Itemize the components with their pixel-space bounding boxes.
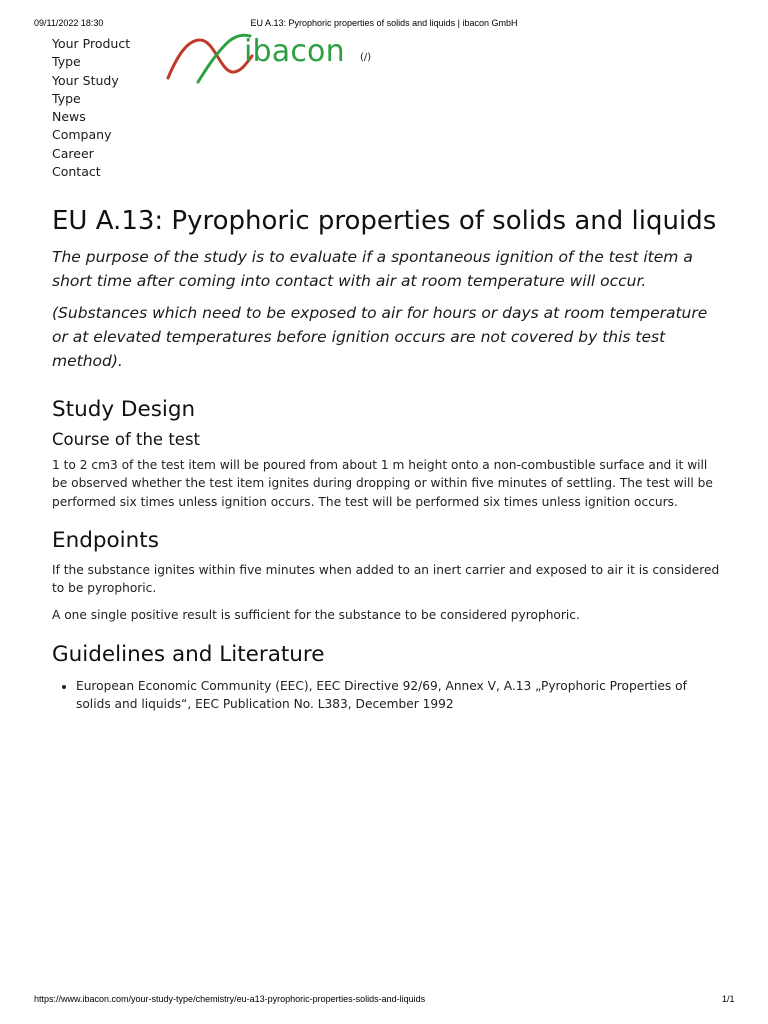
page-number: 1/1 [722,994,735,1004]
section-heading-endpoints: Endpoints [52,527,159,553]
subheading-course-of-test: Course of the test [52,430,201,449]
logo-home-link[interactable]: (/) [360,52,372,63]
list-item: • European Economic Community (EEC), EEC Directive 92/69, Annex V, A.13 „Pyrophoric Properties of solids and liquids“, EEC Publication No. L383, December 1992 [76,677,722,714]
print-page-title: EU A.13: Pyrophoric properties of solids and liquids | ibacon GmbH [250,18,518,28]
print-date: 09/11/2022 18:30 [34,18,104,28]
nav-item-company[interactable]: Company [52,127,112,143]
section-heading-guidelines: Guidelines and Literature [52,641,325,667]
nav-item-contact[interactable]: Contact [52,164,101,180]
nav-item-your-study[interactable]: Your Study [52,72,119,88]
endpoints-text-1: If the substance ignites within five minutes when added to an inert carrier and exposed to air it is considered to be pyrophoric. [52,562,720,596]
ibacon-logo[interactable] [166,30,386,88]
nav-item-news[interactable]: News [52,109,86,125]
lead-paragraph-note: (Substances which need to be exposed to air for hours or days at room temperature or at elevated temperatures before ignition occurs are not covered by this test method). [52,304,708,370]
article-content [52,206,722,713]
nav-item-your-product-type[interactable]: Type [52,54,81,70]
section-heading-study-design: Study Design [52,397,196,422]
page-title: EU A.13: Pyrophoric properties of solids and liquids [52,206,717,236]
main-navigation [52,35,130,181]
print-url: https://www.ibacon.com/your-study-type/chemistry/eu-a13-pyrophoric-properties-solids-and-liquids [34,994,426,1004]
logo-wave-icon [166,30,256,88]
lead-paragraph-purpose: The purpose of the study is to evaluate if a spontaneous ignition of the test item a short time after coming into contact with air at room temperature will occur. [52,248,693,290]
nav-item-your-study-type[interactable]: Type [52,90,81,106]
endpoints-text-2: A one single positive result is sufficient for the substance to be considered pyrophoric. [52,608,580,623]
nav-item-career[interactable]: Career [52,145,94,161]
course-of-test-text: 1 to 2 cm3 of the test item will be poured from about 1 m height onto a non-combustible surface and it will be observed whether the test item ignites during dropping or within five minutes of settling. The test will be performed six times unless ignition occurs. The test will be performed six times unless ignition occurs. [52,458,713,509]
logo-text: ibacon [244,34,345,69]
nav-item-your-product[interactable]: Your Product [52,36,131,51]
guidelines-list [52,677,722,714]
